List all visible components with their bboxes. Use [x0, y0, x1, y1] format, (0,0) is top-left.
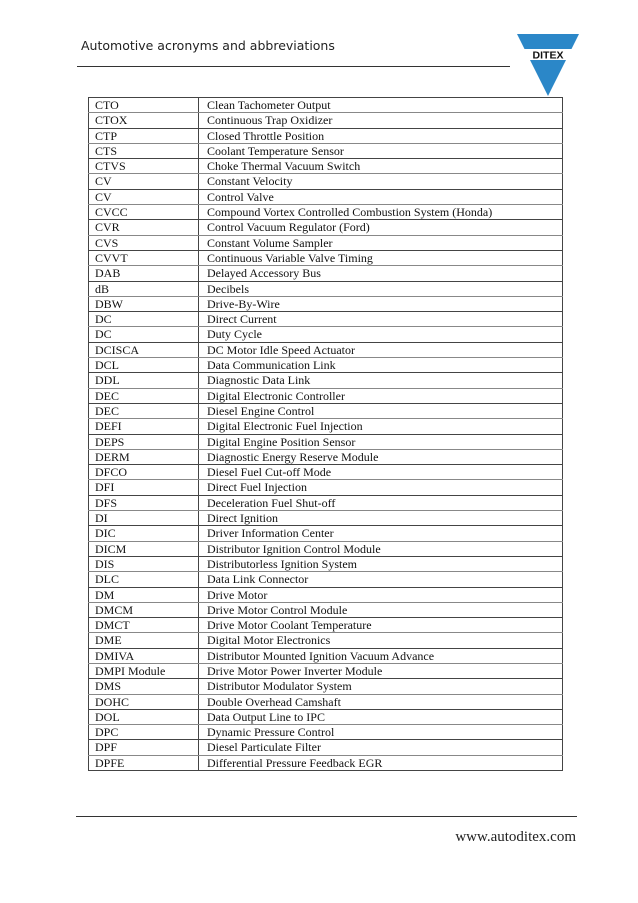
table-row — [89, 740, 563, 755]
table-row — [89, 189, 563, 204]
table-row — [89, 143, 563, 158]
acronym-cell: DC — [89, 312, 199, 327]
acronym-cell: DMCM — [89, 602, 199, 617]
definition-cell: Drive Motor Control Module — [199, 602, 563, 617]
table-row — [89, 220, 563, 235]
table-row — [89, 495, 563, 510]
table-row — [89, 648, 563, 663]
acronym-cell: CV — [89, 174, 199, 189]
definition-cell: Continuous Trap Oxidizer — [199, 113, 563, 128]
acronym-cell: DFS — [89, 495, 199, 510]
acronym-cell: DFCO — [89, 465, 199, 480]
definition-cell: Data Communication Link — [199, 358, 563, 373]
acronym-cell: DDL — [89, 373, 199, 388]
acronym-cell: DMCT — [89, 618, 199, 633]
acronym-cell: CTP — [89, 128, 199, 143]
acronym-cell: DERM — [89, 449, 199, 464]
acronym-cell: DMS — [89, 679, 199, 694]
acronym-cell: DPFE — [89, 755, 199, 770]
acronym-cell: DOL — [89, 709, 199, 724]
definition-cell: Double Overhead Camshaft — [199, 694, 563, 709]
table-row — [89, 449, 563, 464]
definition-cell: Choke Thermal Vacuum Switch — [199, 159, 563, 174]
acronym-cell: CV — [89, 189, 199, 204]
table-row — [89, 388, 563, 403]
table-row — [89, 602, 563, 617]
definition-cell: Diesel Engine Control — [199, 403, 563, 418]
acronym-cell: DBW — [89, 296, 199, 311]
table-row — [89, 694, 563, 709]
table-row — [89, 511, 563, 526]
definition-cell: Digital Motor Electronics — [199, 633, 563, 648]
acronym-cell: DEC — [89, 388, 199, 403]
table-row — [89, 174, 563, 189]
definition-cell: Driver Information Center — [199, 526, 563, 541]
table-row — [89, 709, 563, 724]
definition-cell: Control Vacuum Regulator (Ford) — [199, 220, 563, 235]
acronym-cell: DEPS — [89, 434, 199, 449]
acronym-cell: dB — [89, 281, 199, 296]
definition-cell: Distributor Ignition Control Module — [199, 541, 563, 556]
acronym-cell: DIS — [89, 556, 199, 571]
acronym-cell: DOHC — [89, 694, 199, 709]
logo-text: DITEX — [532, 49, 564, 62]
definition-cell: Diesel Fuel Cut-off Mode — [199, 465, 563, 480]
acronym-cell: DI — [89, 511, 199, 526]
definition-cell: Distributorless Ignition System — [199, 556, 563, 571]
table-row — [89, 205, 563, 220]
acronym-cell: CVVT — [89, 250, 199, 265]
acronym-cell: CTO — [89, 98, 199, 113]
acronym-cell: DCL — [89, 358, 199, 373]
footer-divider — [76, 816, 577, 817]
definition-cell: Decibels — [199, 281, 563, 296]
acronym-cell: DMPI Module — [89, 663, 199, 678]
table-row — [89, 465, 563, 480]
table-row — [89, 480, 563, 495]
acronym-cell: DEC — [89, 403, 199, 418]
table-row — [89, 618, 563, 633]
page-title: Automotive acronyms and abbreviations — [81, 38, 335, 53]
table-row — [89, 159, 563, 174]
table-row — [89, 403, 563, 418]
table-row — [89, 235, 563, 250]
table-row — [89, 526, 563, 541]
ditex-logo — [517, 34, 579, 96]
definition-cell: Digital Electronic Controller — [199, 388, 563, 403]
definition-cell: Drive Motor — [199, 587, 563, 602]
definition-cell: Compound Vortex Controlled Combustion System (Honda) — [199, 205, 563, 220]
table-row — [89, 327, 563, 342]
table-row — [89, 663, 563, 678]
definition-cell: DC Motor Idle Speed Actuator — [199, 342, 563, 357]
table-row — [89, 296, 563, 311]
acronym-cell: DPC — [89, 725, 199, 740]
table-row — [89, 281, 563, 296]
table-row — [89, 556, 563, 571]
acronym-table — [88, 97, 563, 771]
table-row — [89, 128, 563, 143]
table-row — [89, 572, 563, 587]
acronym-cell: DMIVA — [89, 648, 199, 663]
acronym-table-container — [88, 97, 563, 771]
definition-cell: Direct Current — [199, 312, 563, 327]
definition-cell: Continuous Variable Valve Timing — [199, 250, 563, 265]
definition-cell: Constant Velocity — [199, 174, 563, 189]
definition-cell: Drive-By-Wire — [199, 296, 563, 311]
header-divider — [77, 66, 510, 67]
acronym-cell: CTOX — [89, 113, 199, 128]
footer-url: www.autoditex.com — [455, 829, 576, 845]
definition-cell: Distributor Mounted Ignition Vacuum Advance — [199, 648, 563, 663]
acronym-cell: CVR — [89, 220, 199, 235]
acronym-cell: DLC — [89, 572, 199, 587]
definition-cell: Diesel Particulate Filter — [199, 740, 563, 755]
definition-cell: Coolant Temperature Sensor — [199, 143, 563, 158]
definition-cell: Diagnostic Data Link — [199, 373, 563, 388]
definition-cell: Drive Motor Power Inverter Module — [199, 663, 563, 678]
table-row — [89, 587, 563, 602]
acronym-cell: DPF — [89, 740, 199, 755]
acronym-cell: CVCC — [89, 205, 199, 220]
acronym-cell: DFI — [89, 480, 199, 495]
table-row — [89, 679, 563, 694]
definition-cell: Differential Pressure Feedback EGR — [199, 755, 563, 770]
table-row — [89, 312, 563, 327]
acronym-cell: DEFI — [89, 419, 199, 434]
acronym-cell: DAB — [89, 266, 199, 281]
acronym-cell: DICM — [89, 541, 199, 556]
definition-cell: Constant Volume Sampler — [199, 235, 563, 250]
table-row — [89, 98, 563, 113]
table-row — [89, 755, 563, 770]
acronym-cell: CTS — [89, 143, 199, 158]
acronym-cell: CTVS — [89, 159, 199, 174]
definition-cell: Control Valve — [199, 189, 563, 204]
table-row — [89, 266, 563, 281]
definition-cell: Direct Ignition — [199, 511, 563, 526]
acronym-table-body — [89, 98, 563, 771]
table-row — [89, 725, 563, 740]
table-row — [89, 113, 563, 128]
acronym-cell: DM — [89, 587, 199, 602]
definition-cell: Delayed Accessory Bus — [199, 266, 563, 281]
acronym-cell: DCISCA — [89, 342, 199, 357]
definition-cell: Dynamic Pressure Control — [199, 725, 563, 740]
acronym-cell: DIC — [89, 526, 199, 541]
table-row — [89, 250, 563, 265]
definition-cell: Distributor Modulator System — [199, 679, 563, 694]
table-row — [89, 434, 563, 449]
definition-cell: Closed Throttle Position — [199, 128, 563, 143]
table-row — [89, 373, 563, 388]
definition-cell: Data Output Line to IPC — [199, 709, 563, 724]
definition-cell: Digital Engine Position Sensor — [199, 434, 563, 449]
definition-cell: Drive Motor Coolant Temperature — [199, 618, 563, 633]
acronym-cell: DC — [89, 327, 199, 342]
definition-cell: Direct Fuel Injection — [199, 480, 563, 495]
table-row — [89, 633, 563, 648]
acronym-cell: DME — [89, 633, 199, 648]
definition-cell: Clean Tachometer Output — [199, 98, 563, 113]
table-row — [89, 541, 563, 556]
table-row — [89, 358, 563, 373]
definition-cell: Data Link Connector — [199, 572, 563, 587]
definition-cell: Deceleration Fuel Shut-off — [199, 495, 563, 510]
table-row — [89, 342, 563, 357]
definition-cell: Duty Cycle — [199, 327, 563, 342]
acronym-cell: CVS — [89, 235, 199, 250]
table-row — [89, 419, 563, 434]
definition-cell: Diagnostic Energy Reserve Module — [199, 449, 563, 464]
definition-cell: Digital Electronic Fuel Injection — [199, 419, 563, 434]
